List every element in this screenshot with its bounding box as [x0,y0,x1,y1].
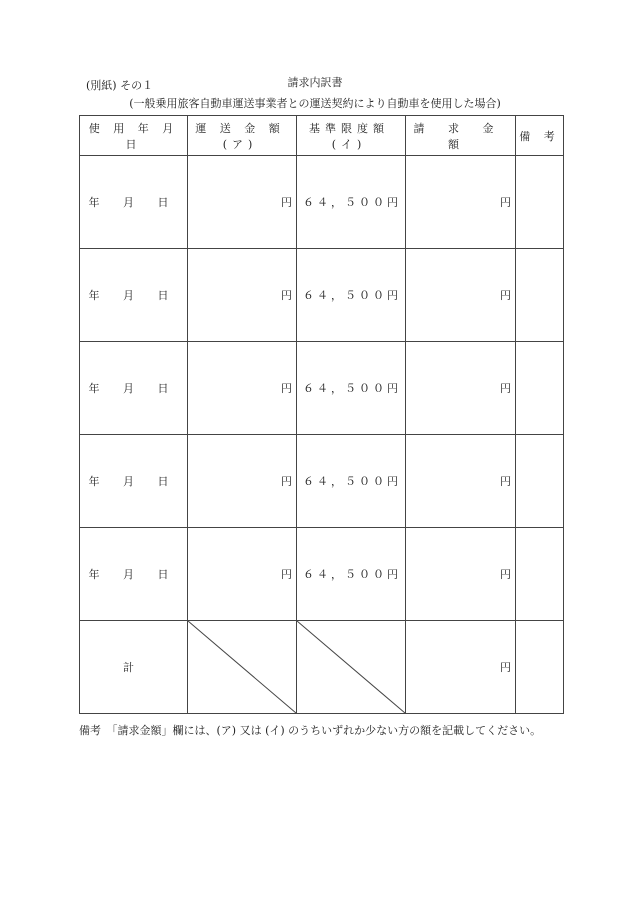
claim-cell[interactable]: 円 [406,528,516,621]
header-date: 使 用 年 月 日 [80,116,188,156]
table-row [80,156,564,249]
date-cell[interactable]: 年 月 日 [80,156,188,249]
header-transport: 運 送 金 額 (ア) [188,116,297,156]
remarks-cell[interactable] [516,435,564,528]
remarks-cell[interactable] [516,528,564,621]
limit-cell: ６４，５００円 [297,435,406,528]
limit-cell: ６４，５００円 [297,528,406,621]
remarks-cell[interactable] [516,342,564,435]
date-cell[interactable]: 年 月 日 [80,342,188,435]
transport-cell[interactable]: 円 [188,249,297,342]
remarks-cell[interactable] [516,249,564,342]
claim-cell[interactable]: 円 [406,435,516,528]
transport-cell[interactable]: 円 [188,156,297,249]
transport-cell[interactable]: 円 [188,435,297,528]
claim-cell[interactable]: 円 [406,249,516,342]
document-title: 請求内訳書 [287,76,343,89]
document-subtitle: (一般乗用旅客自動車運送事業者との運送契約により自動車を使用した場合) [129,97,501,110]
header-claim: 請 求 金 額 [406,116,516,156]
footnote: 備考 「請求金額」欄には、(ア) 又は (イ) のうちいずれか少ない方の額を記載してください。 [79,724,542,737]
limit-cell: ６４，５００円 [297,156,406,249]
date-cell[interactable]: 年 月 日 [80,528,188,621]
table-header [80,116,564,156]
transport-cell[interactable]: 円 [188,342,297,435]
remarks-cell[interactable] [516,156,564,249]
table-row [80,249,564,342]
claim-table [79,115,564,714]
date-cell[interactable]: 年 月 日 [80,435,188,528]
header-limit: 基準限度額 (イ) [297,116,406,156]
header-remarks: 備 考 [516,116,564,156]
total-row [80,621,564,714]
table-row [80,342,564,435]
transport-cell[interactable]: 円 [188,528,297,621]
claim-cell[interactable]: 円 [406,156,516,249]
crossed-out-cell [297,621,406,714]
attachment-label: (別紙) その１ [86,79,154,92]
crossed-out-cell [188,621,297,714]
remarks-cell[interactable] [516,621,564,714]
table-row [80,435,564,528]
total-claim-cell[interactable]: 円 [406,621,516,714]
limit-cell: ６４，５００円 [297,249,406,342]
limit-cell: ６４，５００円 [297,342,406,435]
table-row [80,528,564,621]
claim-cell[interactable]: 円 [406,342,516,435]
total-label: 計 [80,621,188,714]
date-cell[interactable]: 年 月 日 [80,249,188,342]
